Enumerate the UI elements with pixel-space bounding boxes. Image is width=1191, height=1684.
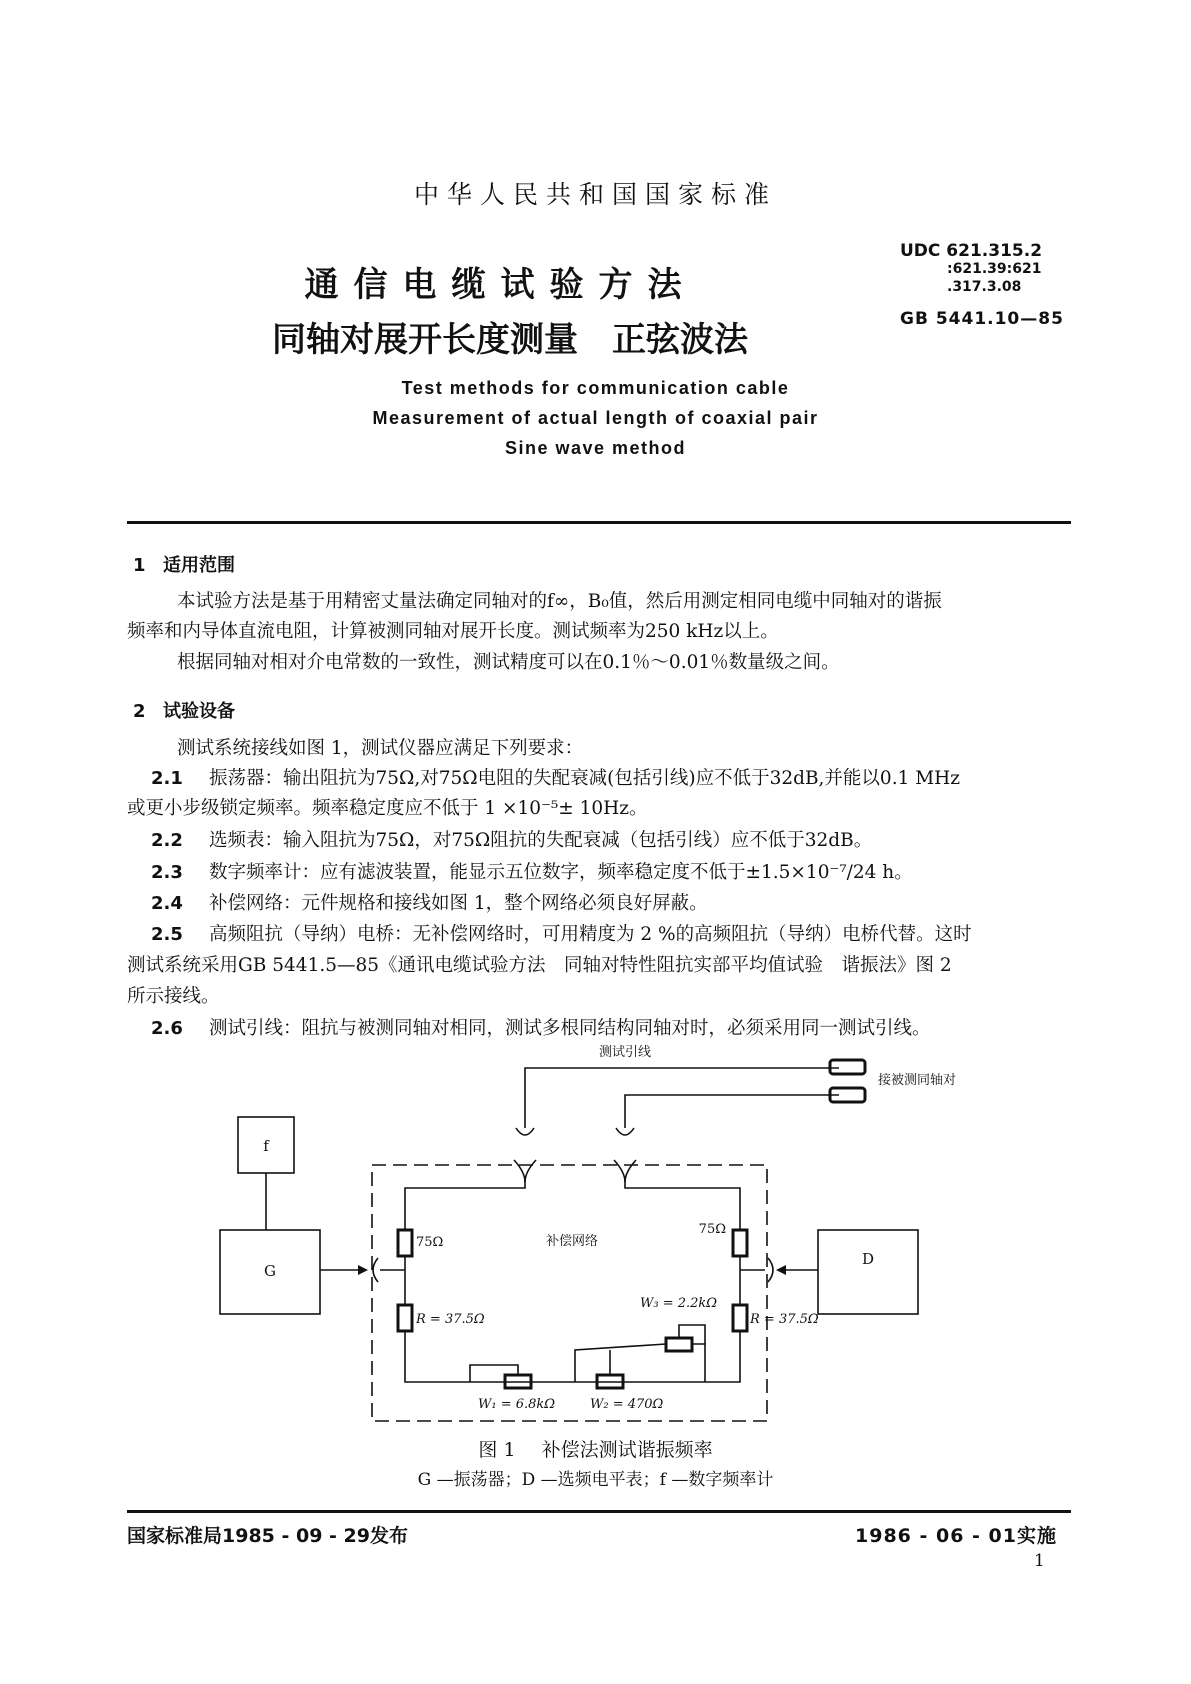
- section-1-para1-line2: 频率和内导体直流电阻，计算被测同轴对展开长度。测试频率为250 kHz以上。: [127, 621, 779, 642]
- gb-standard-number: GB 5441.10—85: [900, 309, 1064, 329]
- clause-2-4-number: 2.4: [151, 893, 183, 914]
- clause-2-3-text: 数字频率计：应有滤波装置，能显示五位数字，频率稳定度不低于±1.5×10⁻⁷/24 h。: [209, 862, 913, 883]
- label-w1: W₁ = 6.8kΩ: [478, 1397, 556, 1412]
- title-en-line1: Test methods for communication cable: [401, 378, 790, 398]
- udc-line3: .317.3.08: [947, 279, 1022, 295]
- level-meter-box: [818, 1230, 918, 1314]
- section-2-title: 试验设备: [163, 701, 235, 722]
- title-cn-line1-text: 通信电缆试验方法: [304, 265, 697, 305]
- section-2-number: 2: [133, 701, 146, 722]
- clause-2-1-line1: 振荡器：输出阻抗为75Ω,对75Ω电阻的失配衰减(包括引线)应不低于32dB,并能以0.1 MHz: [209, 768, 961, 789]
- title-en-line2: Measurement of actual length of coaxial pair: [372, 408, 819, 428]
- section-1-title: 适用范围: [163, 555, 235, 576]
- clause-2-2-number: 2.2: [151, 830, 183, 851]
- test-lead-wire-1: [525, 1068, 839, 1128]
- label-r-left-top: 75Ω: [416, 1235, 444, 1250]
- page-number: 1: [1034, 1551, 1045, 1571]
- title-cn-line2-a: 同轴对展开长度测量: [272, 320, 578, 360]
- label-cable: 接被测同轴对: [878, 1073, 957, 1088]
- clause-2-5-number: 2.5: [151, 924, 183, 945]
- title-en-line3: Sine wave method: [504, 438, 687, 458]
- section-1-para1-line1: 本试验方法是基于用精密丈量法确定同轴对的f∞，B₀值，然后用测定相同电缆中同轴对的谐振: [177, 591, 942, 612]
- label-d: D: [861, 1250, 875, 1268]
- plug-right: [616, 1128, 634, 1135]
- resistor-r-left: [398, 1305, 412, 1331]
- plug-left: [516, 1128, 534, 1135]
- label-g: G: [264, 1262, 276, 1280]
- label-f: f: [263, 1137, 269, 1155]
- clause-2-5-line3: 所示接线。: [127, 986, 220, 1007]
- resistor-r-right: [733, 1305, 747, 1331]
- clause-2-6-text: 测试引线：阻抗与被测同轴对相同，测试多根同结构同轴对时，必须采用同一测试引线。: [209, 1018, 931, 1039]
- resistor-75-left: [398, 1230, 412, 1256]
- cable-connector-upper: [830, 1060, 865, 1074]
- clause-2-6-number: 2.6: [151, 1018, 183, 1039]
- figure-1-caption-text: 补偿法测试谐振频率: [541, 1439, 713, 1461]
- clause-2-2-text: 选频表：输入阻抗为75Ω，对75Ω阻抗的失配衰减（包括引线）应不低于32dB。: [209, 830, 873, 851]
- section-2-intro: 测试系统接线如图 1，测试仪器应满足下列要求：: [177, 738, 584, 759]
- national-standard-heading: 中华人民共和国国家标准: [413, 180, 777, 209]
- label-w3: W₃ = 2.2kΩ: [640, 1296, 718, 1311]
- label-w2: W₂ = 470Ω: [590, 1397, 664, 1412]
- clause-2-3-number: 2.3: [151, 862, 183, 883]
- socket-d-side: [768, 1258, 773, 1282]
- resistor-75-right: [733, 1230, 747, 1256]
- clause-2-5-line2: 测试系统采用GB 5441.5—85《通讯电缆试验方法 同轴对特性阻抗实部平均值试验 谐振法》图 2: [127, 955, 952, 976]
- footer-divider: [127, 1510, 1071, 1513]
- socket-g-side: [373, 1258, 378, 1282]
- arrow-into-d: [776, 1265, 786, 1275]
- clause-2-1-number: 2.1: [151, 768, 183, 789]
- effective-date: 1986 - 06 - 01实施: [855, 1525, 1057, 1547]
- label-r-right-top: 75Ω: [698, 1222, 726, 1237]
- figure-1-caption-number: 图 1: [478, 1439, 516, 1461]
- clause-2-4-text: 补偿网络：元件规格和接线如图 1，整个网络必须良好屏蔽。: [209, 893, 708, 914]
- section-1-para2: 根据同轴对相对介电常数的一致性，测试精度可以在0.1％～0.01％数量级之间。: [177, 652, 840, 673]
- label-r-left-bottom: R = 37.5Ω: [416, 1312, 485, 1327]
- label-r-right-bottom: R = 37.5Ω: [750, 1312, 819, 1327]
- arrow-into-network: [358, 1265, 368, 1275]
- clause-2-5-line1: 高频阻抗（导纳）电桥：无补偿网络时，可用精度为 2 %的高频阻抗（导纳）电桥代替。这时: [209, 924, 972, 945]
- section-1-number: 1: [133, 555, 146, 576]
- figure-1-legend: G —振荡器；D —选频电平表；f —数字频率计: [417, 1470, 774, 1490]
- label-network: 补偿网络: [545, 1234, 599, 1249]
- net-wire-top-left: [405, 1182, 525, 1230]
- test-lead-wire-2: [625, 1095, 839, 1128]
- udc-line1: UDC 621.315.2: [900, 241, 1043, 261]
- potentiometer-w3: [666, 1338, 692, 1351]
- title-cn-line2-b: 正弦波法: [612, 320, 748, 360]
- figure-1-caption: [0, 1435, 1191, 1462]
- label-test-lead: 测试引线: [598, 1045, 652, 1060]
- udc-line2: :621.39:621: [947, 261, 1042, 277]
- clause-2-1-line2: 或更小步级锁定频率。频率稳定度应不低于 1 ×10⁻⁵± 10Hz。: [127, 798, 648, 819]
- socket-left-a: [514, 1160, 525, 1182]
- issue-date: 国家标准局1985 - 09 - 29发布: [127, 1525, 408, 1547]
